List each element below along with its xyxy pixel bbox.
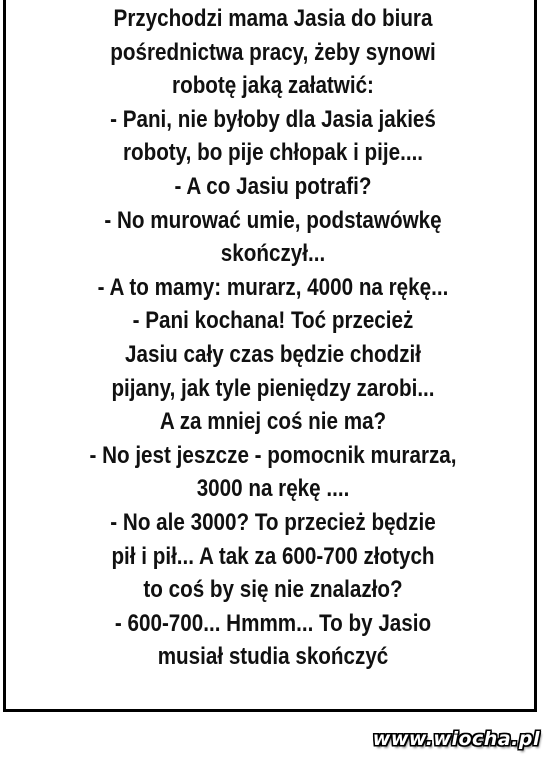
joke-line: pośrednictwa pracy, żeby synowi <box>110 38 436 66</box>
joke-line: - No murować umie, podstawówkę <box>104 206 442 234</box>
joke-line: musiał studia skończyć <box>157 643 389 671</box>
joke-line: skończył... <box>220 240 326 268</box>
joke-line: roboty, bo pije chłopak i pije.... <box>122 139 424 167</box>
joke-line: - Pani kochana! Toć przecież <box>132 307 414 335</box>
joke-line: - 600-700... Hmmm... To by Jasio <box>114 609 432 637</box>
joke-line: 3000 na rękę .... <box>196 475 350 503</box>
joke-frame <box>3 0 537 712</box>
joke-line: Przychodzi mama Jasia do biura <box>113 5 433 32</box>
site-watermark-link[interactable]: www.wiocha.pl <box>372 728 540 750</box>
joke-line: - No ale 3000? To przecież będzie <box>110 508 436 536</box>
joke-line: - A to mamy: murarz, 4000 na rękę... <box>97 273 449 301</box>
joke-line: - Pani, nie byłoby dla Jasia jakieś <box>110 105 436 133</box>
joke-line: to coś by się nie znalazło? <box>143 576 403 604</box>
joke-line: - A co Jasiu potrafi? <box>174 172 372 200</box>
joke-line: A za mniej coś nie ma? <box>159 408 387 436</box>
joke-line: pijany, jak tyle pieniędzy zarobi... <box>111 374 435 402</box>
joke-line: Jasiu cały czas będzie chodził <box>125 340 421 368</box>
joke-line: - No jest jeszcze - pomocnik murarza, <box>89 441 457 469</box>
joke-text <box>9 2 537 674</box>
joke-line: robotę jaką załatwić: <box>172 72 374 100</box>
joke-line: pił i pił... A tak za 600-700 złotych <box>111 542 435 570</box>
